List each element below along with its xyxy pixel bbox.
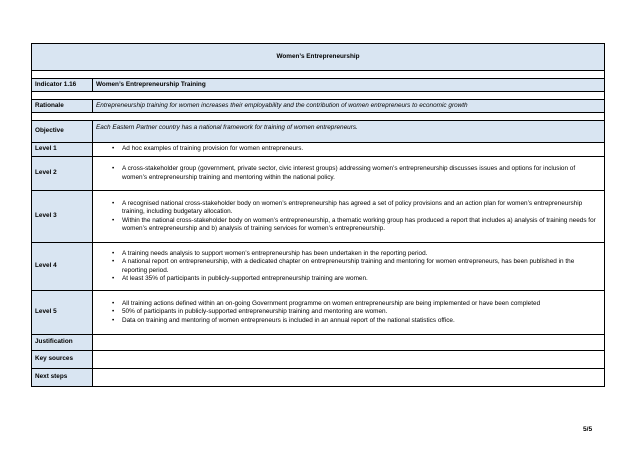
objective-label: Objective (32, 121, 93, 143)
indicator-label: Indicator 1.16 (32, 79, 93, 92)
indicator-table (31, 43, 605, 387)
rationale-value: Entrepreneurship training for women increases their employability and the contribution of women entrepreneurs to economic growth (93, 100, 605, 113)
list-item: • A recognised national cross-stakeholder body on women’s entrepreneurship has agreed a set of policy provisions and an action plan for women’s entrepreneurship training, including budgetary allocation. (96, 200, 601, 216)
page-number: 5/5 (583, 426, 593, 433)
level-label: Level 2 (32, 157, 93, 191)
list-item: • Data on training and mentoring of women entrepreneurs is included in an annual report of the national statistics office. (96, 317, 601, 325)
key-sources-label: Key sources (32, 351, 93, 369)
objective-row (32, 121, 605, 143)
indicator-sheet (31, 43, 605, 387)
objective-value: Each Eastern Partner country has a national framework for training of women entrepreneurs. (93, 121, 605, 143)
indicator-value: Women’s Entrepreneurship Training (93, 79, 605, 92)
key-sources-value (93, 351, 605, 369)
level-label: Level 3 (32, 191, 93, 243)
indicator-row (32, 79, 605, 92)
level-row (32, 191, 605, 243)
list-item: • A national report on entrepreneurship, with a dedicated chapter on entrepreneurship training and mentoring for women entrepreneurs, has been published in the reporting period. (96, 258, 601, 274)
level-list (96, 165, 601, 181)
table-title: Women’s Entrepreneurship (32, 44, 605, 71)
rationale-row (32, 100, 605, 113)
level-list (96, 250, 601, 283)
level-row (32, 291, 605, 335)
title-row (32, 44, 605, 71)
next-steps-row (32, 369, 605, 387)
level-list (96, 300, 601, 325)
rationale-label: Rationale (32, 100, 93, 113)
justification-value (93, 335, 605, 351)
level-content (93, 191, 605, 243)
list-item: • A training needs analysis to support women’s entrepreneurship has been undertaken in the reporting period. (96, 250, 601, 258)
level-label: Level 5 (32, 291, 93, 335)
level-content (93, 157, 605, 191)
level-list (96, 145, 601, 153)
level-row (32, 243, 605, 291)
level-content (93, 243, 605, 291)
justification-label: Justification (32, 335, 93, 351)
list-item: • 50% of participants in publicly-supported entrepreneurship training and mentoring are women. (96, 308, 601, 316)
list-item: • Ad hoc examples of training provision for women entrepreneurs. (96, 145, 601, 153)
spacer-row (32, 92, 605, 100)
level-row (32, 143, 605, 157)
level-label: Level 4 (32, 243, 93, 291)
level-row (32, 157, 605, 191)
next-steps-value (93, 369, 605, 387)
level-content (93, 291, 605, 335)
level-content (93, 143, 605, 157)
level-label: Level 1 (32, 143, 93, 157)
list-item: • A cross-stakeholder group (government, private sector, civic interest groups) addressing women’s entrepreneurship discusses issues and options for inclusion of women’s entrepreneurship training and mentoring within the national policy. (96, 165, 601, 181)
list-item: • All training actions defined within an on-going Government programme on women entrepreneurship are being implemented or have been completed (96, 300, 601, 308)
next-steps-label: Next steps (32, 369, 93, 387)
list-item: • Within the national cross-stakeholder body on women’s entrepreneurship, a thematic working group has produced a report that includes a) analysis of training needs for women’s entrepreneurship and b) analysis of training services for women’s entrepreneurship. (96, 217, 601, 233)
key-sources-row (32, 351, 605, 369)
spacer-row (32, 113, 605, 121)
level-list (96, 200, 601, 233)
justification-row (32, 335, 605, 351)
spacer-row (32, 71, 605, 79)
list-item: • At least 35% of participants in publicly-supported entrepreneurship training are women. (96, 275, 601, 283)
